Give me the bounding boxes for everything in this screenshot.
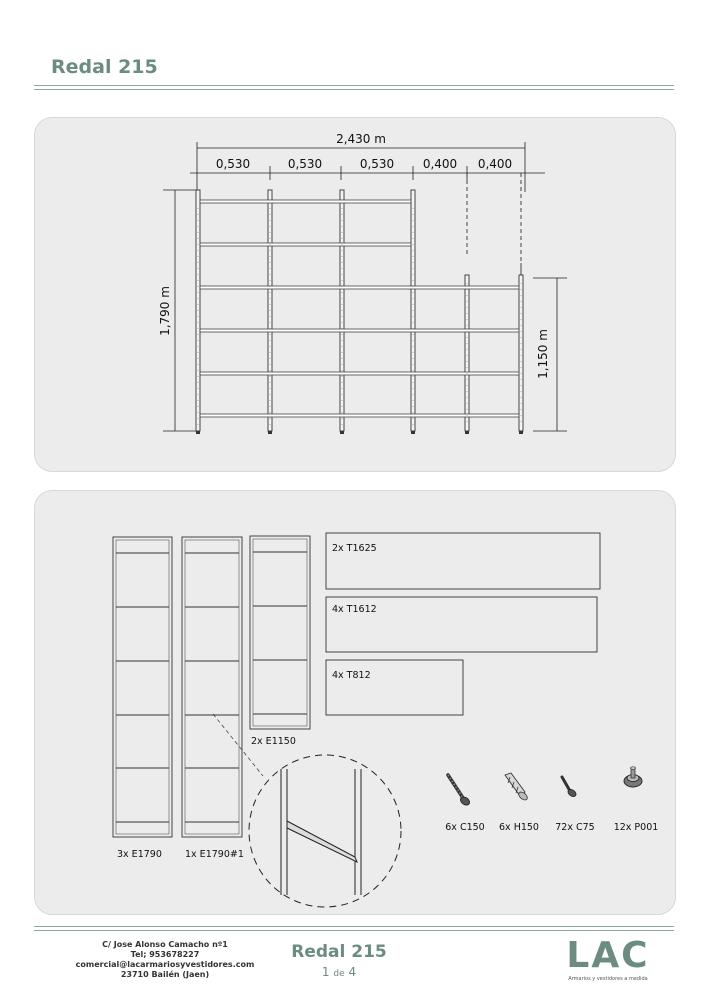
frame-label: 3x E1790	[117, 849, 162, 860]
page-number	[290, 965, 388, 979]
segment-label: 0,530	[359, 157, 395, 171]
total-width-label: 2,430 m	[336, 132, 386, 146]
address-line: C/ Jose Alonso Camacho nº1	[102, 940, 228, 949]
logo-letters: LAC	[566, 935, 650, 976]
shelf-t1625	[326, 533, 600, 589]
frame-e1790	[113, 537, 172, 837]
page-separator: de	[333, 969, 345, 979]
wall-plug-icon	[505, 773, 529, 802]
logo-tagline: Armarios y vestidores a medida	[568, 976, 648, 982]
frame-label: 2x E1150	[251, 736, 296, 747]
shelf-label: 4x T812	[332, 670, 371, 681]
frame-label: 1x E1790#1	[185, 849, 244, 860]
shelf-label: 4x T1612	[332, 604, 377, 615]
shelves	[200, 200, 519, 417]
page-title: Redal 215	[51, 56, 158, 78]
footer-title: Redal 215	[291, 942, 387, 962]
page-current: 1	[321, 965, 330, 979]
segment-label: 0,530	[287, 157, 323, 171]
elevation-drawing	[35, 118, 675, 471]
frame-e1150	[250, 536, 310, 729]
right-height-label: 1,150 m	[536, 329, 550, 379]
header-rule-bottom	[34, 89, 674, 90]
frame-e1790-1	[182, 537, 242, 837]
uprights	[196, 190, 523, 431]
shelf-t812	[326, 660, 463, 715]
header-rule-top	[34, 85, 674, 86]
footer-rule-bottom	[34, 930, 674, 931]
address-line: Tel; 953678227	[130, 950, 200, 959]
hardware-label: 6x H150	[499, 822, 539, 833]
company-logo	[566, 936, 650, 988]
company-address	[40, 940, 290, 980]
segment-label: 0,530	[215, 157, 251, 171]
small-screw-icon	[562, 777, 577, 798]
hardware-label: 72x C75	[555, 822, 595, 833]
page-total: 4	[348, 965, 357, 979]
detail-callout	[249, 755, 401, 907]
parts-drawing	[35, 491, 675, 914]
leveling-foot-icon	[624, 767, 642, 787]
shelf-label: 2x T1625	[332, 543, 377, 554]
address-line: 23710 Bailén (Jaen)	[120, 970, 210, 979]
screw-icon	[448, 775, 471, 807]
footer-rule-top	[34, 926, 674, 927]
hardware-label: 6x C150	[445, 822, 485, 833]
elevation-panel	[34, 117, 676, 472]
segment-label: 0,400	[477, 157, 513, 171]
address-line: comercial@lacarmariosyvestidores.com	[75, 960, 255, 969]
left-height-label: 1,790 m	[158, 286, 172, 336]
parts-panel	[34, 490, 676, 915]
segment-label: 0,400	[422, 157, 458, 171]
hardware-label: 12x P001	[613, 822, 659, 833]
